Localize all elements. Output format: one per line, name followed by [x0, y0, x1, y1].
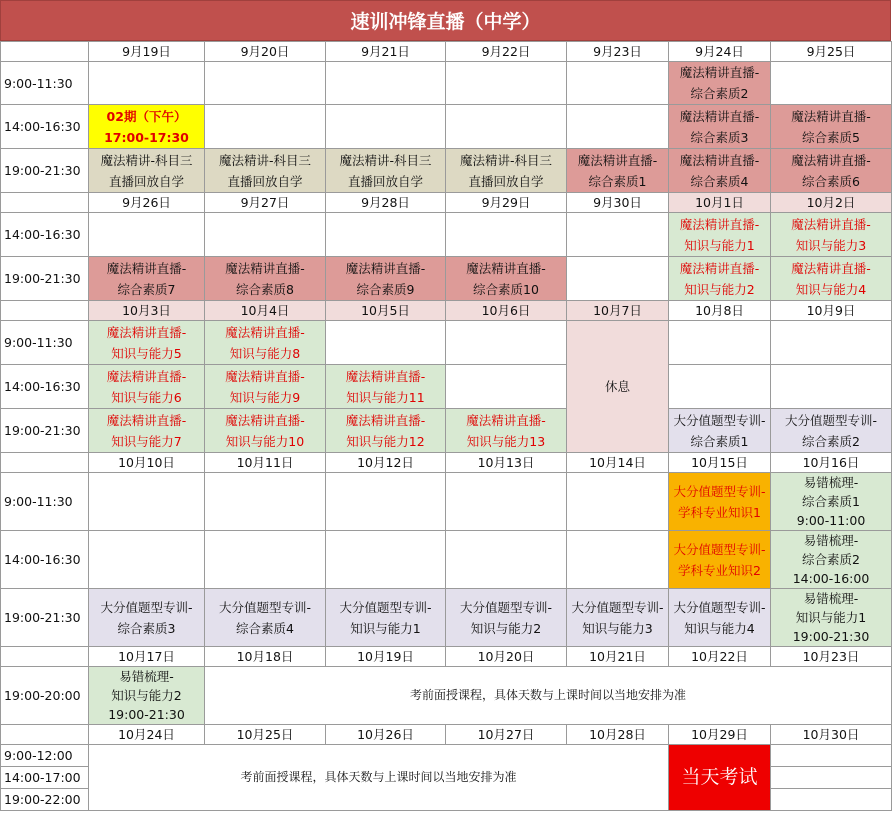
class-subject: 综合素质3 [117, 620, 176, 636]
class-name: 魔法精讲直播- [577, 152, 658, 168]
class-subject: 知识与能力13 [466, 433, 546, 449]
class-cell [771, 531, 892, 589]
class-name: 大分值题型专训- [673, 541, 766, 557]
class-name: 魔法精讲直播- [106, 324, 187, 340]
class-cell [771, 213, 892, 257]
class-cell [771, 149, 892, 193]
time-cell: 14:00-16:30 [1, 105, 89, 149]
class-cell [669, 531, 771, 589]
class-cell [205, 257, 326, 301]
corner-cell [1, 42, 89, 62]
date-cell: 10月29日 [669, 725, 771, 745]
empty-cell [446, 213, 567, 257]
date-cell: 9月24日 [669, 42, 771, 62]
empty-cell [326, 62, 446, 105]
class-cell [446, 257, 567, 301]
date-cell: 10月1日 [669, 193, 771, 213]
time-row [1, 365, 892, 409]
date-cell: 10月21日 [567, 647, 669, 667]
class-cell [89, 321, 205, 365]
date-cell: 10月27日 [446, 725, 567, 745]
class-cell [89, 589, 205, 647]
corner-cell [1, 301, 89, 321]
class-name: 魔法精讲直播- [791, 152, 871, 168]
time-row [1, 409, 892, 453]
class-subject: 知识与能力8 [229, 345, 301, 361]
class-cell [89, 257, 205, 301]
empty-cell [446, 321, 567, 365]
class-cell [669, 409, 771, 453]
empty-cell [446, 105, 567, 149]
date-cell: 9月23日 [567, 42, 669, 62]
class-name: 易错梳理- [803, 475, 859, 490]
class-subject: 知识与能力4 [684, 620, 755, 636]
class-name: 大分值题型专训- [218, 599, 311, 615]
class-name: 魔法精讲直播- [345, 412, 426, 428]
date-cell: 10月9日 [771, 301, 892, 321]
class-subject: 知识与能力4 [795, 281, 867, 297]
time-row [1, 105, 892, 149]
class-subject: 综合素质8 [236, 281, 294, 297]
time-row [1, 531, 892, 589]
time-cell: 19:00-20:00 [1, 667, 89, 725]
time-row [1, 745, 892, 767]
class-cell [669, 149, 771, 193]
time-cell: 14:00-16:30 [1, 531, 89, 589]
class-name: 魔法精讲直播- [225, 412, 305, 428]
class-cell [326, 589, 446, 647]
class-subject: 知识与能力2 [111, 688, 182, 703]
date-cell: 10月8日 [669, 301, 771, 321]
class-cell [89, 149, 205, 193]
empty-cell [205, 105, 326, 149]
time-cell: 19:00-21:30 [1, 589, 89, 647]
class-subject: 知识与能力11 [346, 389, 425, 405]
empty-cell [446, 365, 567, 409]
date-cell: 10月19日 [326, 647, 446, 667]
corner-cell [1, 453, 89, 473]
class-name: 魔法精讲直播- [679, 152, 760, 168]
date-row [1, 42, 892, 62]
class-name: 魔法精讲直播- [791, 216, 871, 232]
date-cell: 10月14日 [567, 453, 669, 473]
class-cell [669, 213, 771, 257]
class-subject: 综合素质1 [588, 173, 647, 189]
time-row [1, 667, 892, 725]
notice-cell: 考前面授课程，具体天数与上课时间以当地安排为准 [89, 745, 669, 811]
class-time: 14:00-16:00 [792, 571, 870, 586]
empty-cell [771, 767, 892, 789]
class-cell [326, 365, 446, 409]
class-subject: 知识与能力2 [684, 281, 755, 297]
class-subject: 学科专业知识1 [678, 504, 761, 520]
empty-cell [771, 745, 892, 767]
time-cell: 19:00-21:30 [1, 257, 89, 301]
class-name: 魔法精讲直播- [679, 260, 760, 276]
session-notice-cell [89, 105, 205, 149]
empty-cell [446, 531, 567, 589]
date-cell: 10月24日 [89, 725, 205, 745]
date-cell: 10月4日 [205, 301, 326, 321]
class-name: 魔法精讲-科目三 [459, 152, 552, 168]
date-cell: 10月3日 [89, 301, 205, 321]
class-subject: 综合素质3 [690, 129, 749, 145]
class-subject: 直播回放自学 [108, 173, 184, 189]
class-subject: 综合素质2 [690, 86, 749, 101]
class-name: 魔法精讲直播- [106, 260, 187, 276]
exam-day-cell: 当天考试 [669, 745, 771, 811]
class-subject: 知识与能力6 [111, 389, 182, 405]
class-cell [326, 149, 446, 193]
class-name: 大分值题型专训- [673, 412, 766, 428]
empty-cell [89, 213, 205, 257]
class-name: 易错梳理- [803, 533, 859, 548]
class-name: 魔法精讲直播- [106, 368, 187, 384]
time-cell: 19:00-22:00 [1, 789, 89, 811]
class-cell [205, 149, 326, 193]
time-row [1, 473, 892, 531]
class-cell [771, 589, 892, 647]
class-cell [771, 473, 892, 531]
class-name: 大分值题型专训- [673, 483, 766, 499]
class-name: 魔法精讲直播- [679, 216, 760, 232]
class-name: 魔法精讲直播- [345, 260, 426, 276]
class-cell [89, 409, 205, 453]
empty-cell [89, 473, 205, 531]
corner-cell [1, 725, 89, 745]
class-name: 魔法精讲直播- [345, 368, 426, 384]
class-cell [669, 473, 771, 531]
date-cell: 9月19日 [89, 42, 205, 62]
time-cell: 19:00-21:30 [1, 149, 89, 193]
class-name: 魔法精讲直播- [791, 260, 871, 276]
class-name: 大分值题型专训- [571, 599, 664, 615]
class-subject: 直播回放自学 [347, 173, 423, 189]
class-subject: 知识与能力10 [225, 433, 305, 449]
class-cell [326, 257, 446, 301]
class-name: 魔法精讲-科目三 [339, 152, 432, 168]
class-name: 魔法精讲直播- [466, 260, 546, 276]
class-cell [669, 257, 771, 301]
empty-cell [89, 531, 205, 589]
class-name: 魔法精讲直播- [225, 324, 305, 340]
class-name: 魔法精讲直播- [679, 65, 760, 80]
empty-cell [326, 531, 446, 589]
class-cell [669, 105, 771, 149]
class-name: 魔法精讲直播- [679, 108, 760, 124]
class-cell [567, 589, 669, 647]
class-cell [89, 667, 205, 725]
empty-cell [567, 62, 669, 105]
class-subject: 综合素质2 [802, 433, 860, 449]
class-name: 魔法精讲-科目三 [218, 152, 311, 168]
class-subject: 综合素质9 [356, 281, 415, 297]
time-row [1, 589, 892, 647]
session-time: 17:00-17:30 [104, 129, 189, 145]
empty-cell [205, 62, 326, 105]
date-cell: 9月26日 [89, 193, 205, 213]
class-cell [669, 589, 771, 647]
class-subject: 综合素质5 [802, 129, 860, 145]
empty-cell [771, 365, 892, 409]
class-subject: 知识与能力12 [346, 433, 425, 449]
class-subject: 知识与能力1 [350, 620, 421, 636]
date-cell: 10月30日 [771, 725, 892, 745]
empty-cell [771, 789, 892, 811]
class-name: 易错梳理- [119, 669, 174, 684]
date-cell: 10月20日 [446, 647, 567, 667]
date-cell: 9月27日 [205, 193, 326, 213]
date-cell: 10月17日 [89, 647, 205, 667]
empty-cell [446, 62, 567, 105]
page-title: 速训冲锋直播（中学） [0, 0, 891, 41]
class-subject: 知识与能力2 [470, 620, 542, 636]
date-cell: 10月26日 [326, 725, 446, 745]
class-name: 魔法精讲直播- [225, 368, 305, 384]
time-cell: 9:00-11:30 [1, 473, 89, 531]
time-cell: 14:00-16:30 [1, 213, 89, 257]
time-row [1, 321, 892, 365]
date-row [1, 453, 892, 473]
class-cell [669, 62, 771, 105]
date-cell: 9月29日 [446, 193, 567, 213]
empty-cell [205, 531, 326, 589]
class-cell [771, 409, 892, 453]
class-cell [567, 149, 669, 193]
class-subject: 综合素质1 [690, 433, 749, 449]
date-cell: 9月30日 [567, 193, 669, 213]
class-subject: 知识与能力3 [582, 620, 653, 636]
class-name: 大分值题型专训- [339, 599, 432, 615]
empty-cell [326, 473, 446, 531]
class-name: 魔法精讲直播- [225, 260, 305, 276]
date-cell: 10月12日 [326, 453, 446, 473]
class-name: 大分值题型专训- [784, 412, 877, 428]
date-cell: 10月13日 [446, 453, 567, 473]
class-subject: 知识与能力1 [795, 610, 867, 625]
date-cell: 10月10日 [89, 453, 205, 473]
class-subject: 知识与能力5 [111, 345, 182, 361]
class-cell [446, 409, 567, 453]
class-subject: 综合素质6 [802, 173, 860, 189]
date-cell: 9月22日 [446, 42, 567, 62]
time-cell: 19:00-21:30 [1, 409, 89, 453]
empty-cell [567, 473, 669, 531]
class-subject: 直播回放自学 [227, 173, 303, 189]
class-name: 易错梳理- [803, 591, 859, 606]
date-cell: 10月5日 [326, 301, 446, 321]
class-cell [89, 365, 205, 409]
time-cell: 14:00-16:30 [1, 365, 89, 409]
date-cell: 10月6日 [446, 301, 567, 321]
class-subject: 直播回放自学 [468, 173, 544, 189]
empty-cell [771, 321, 892, 365]
class-cell [771, 105, 892, 149]
time-cell: 9:00-11:30 [1, 321, 89, 365]
class-subject: 综合素质4 [236, 620, 294, 636]
date-row [1, 647, 892, 667]
date-row [1, 193, 892, 213]
class-name: 魔法精讲直播- [466, 412, 546, 428]
date-cell: 10月2日 [771, 193, 892, 213]
class-subject: 综合素质4 [690, 173, 749, 189]
class-subject: 综合素质1 [802, 494, 860, 509]
class-subject: 知识与能力7 [111, 433, 182, 449]
date-cell: 10月28日 [567, 725, 669, 745]
corner-cell [1, 193, 89, 213]
empty-cell [89, 62, 205, 105]
class-cell [326, 409, 446, 453]
class-name: 魔法精讲-科目三 [100, 152, 193, 168]
date-cell: 9月28日 [326, 193, 446, 213]
empty-cell [326, 213, 446, 257]
class-name: 魔法精讲直播- [791, 108, 871, 124]
empty-cell [205, 213, 326, 257]
class-name: 大分值题型专训- [100, 599, 193, 615]
class-subject: 知识与能力1 [684, 237, 755, 253]
date-cell: 9月21日 [326, 42, 446, 62]
rest-cell: 休息 [567, 321, 669, 453]
date-cell: 10月15日 [669, 453, 771, 473]
session-name: 02期（下午） [106, 108, 187, 124]
date-cell: 10月18日 [205, 647, 326, 667]
empty-cell [567, 105, 669, 149]
corner-cell [1, 647, 89, 667]
class-subject: 知识与能力9 [229, 389, 301, 405]
time-row [1, 62, 892, 105]
notice-cell: 考前面授课程，具体天数与上课时间以当地安排为准 [205, 667, 892, 725]
empty-cell [567, 213, 669, 257]
time-row [1, 149, 892, 193]
schedule-table [0, 41, 892, 811]
class-time: 19:00-21:30 [792, 629, 870, 644]
time-cell: 14:00-17:00 [1, 767, 89, 789]
date-cell: 10月22日 [669, 647, 771, 667]
empty-cell [326, 105, 446, 149]
date-cell: 9月20日 [205, 42, 326, 62]
empty-cell [669, 321, 771, 365]
empty-cell [669, 365, 771, 409]
class-subject: 学科专业知识2 [678, 562, 761, 578]
class-name: 大分值题型专训- [673, 599, 766, 615]
class-cell [771, 257, 892, 301]
class-time: 9:00-11:00 [796, 513, 866, 528]
class-cell [205, 321, 326, 365]
date-cell: 9月25日 [771, 42, 892, 62]
empty-cell [205, 473, 326, 531]
time-row [1, 213, 892, 257]
date-row [1, 301, 892, 321]
time-cell: 9:00-12:00 [1, 745, 89, 767]
class-name: 魔法精讲直播- [106, 412, 187, 428]
class-cell [446, 149, 567, 193]
class-cell [205, 409, 326, 453]
class-subject: 综合素质10 [473, 281, 539, 297]
class-subject: 综合素质7 [117, 281, 176, 297]
class-name: 大分值题型专训- [459, 599, 552, 615]
class-subject: 综合素质2 [802, 552, 860, 567]
class-subject: 知识与能力3 [795, 237, 867, 253]
class-time: 19:00-21:30 [108, 707, 185, 722]
time-row [1, 257, 892, 301]
empty-cell [567, 257, 669, 301]
empty-cell [326, 321, 446, 365]
date-cell: 10月7日 [567, 301, 669, 321]
date-row [1, 725, 892, 745]
date-cell: 10月25日 [205, 725, 326, 745]
class-cell [446, 589, 567, 647]
empty-cell [446, 473, 567, 531]
date-cell: 10月16日 [771, 453, 892, 473]
class-cell [205, 365, 326, 409]
class-cell [205, 589, 326, 647]
empty-cell [567, 531, 669, 589]
date-cell: 10月11日 [205, 453, 326, 473]
date-cell: 10月23日 [771, 647, 892, 667]
empty-cell [771, 62, 892, 105]
time-cell: 9:00-11:30 [1, 62, 89, 105]
